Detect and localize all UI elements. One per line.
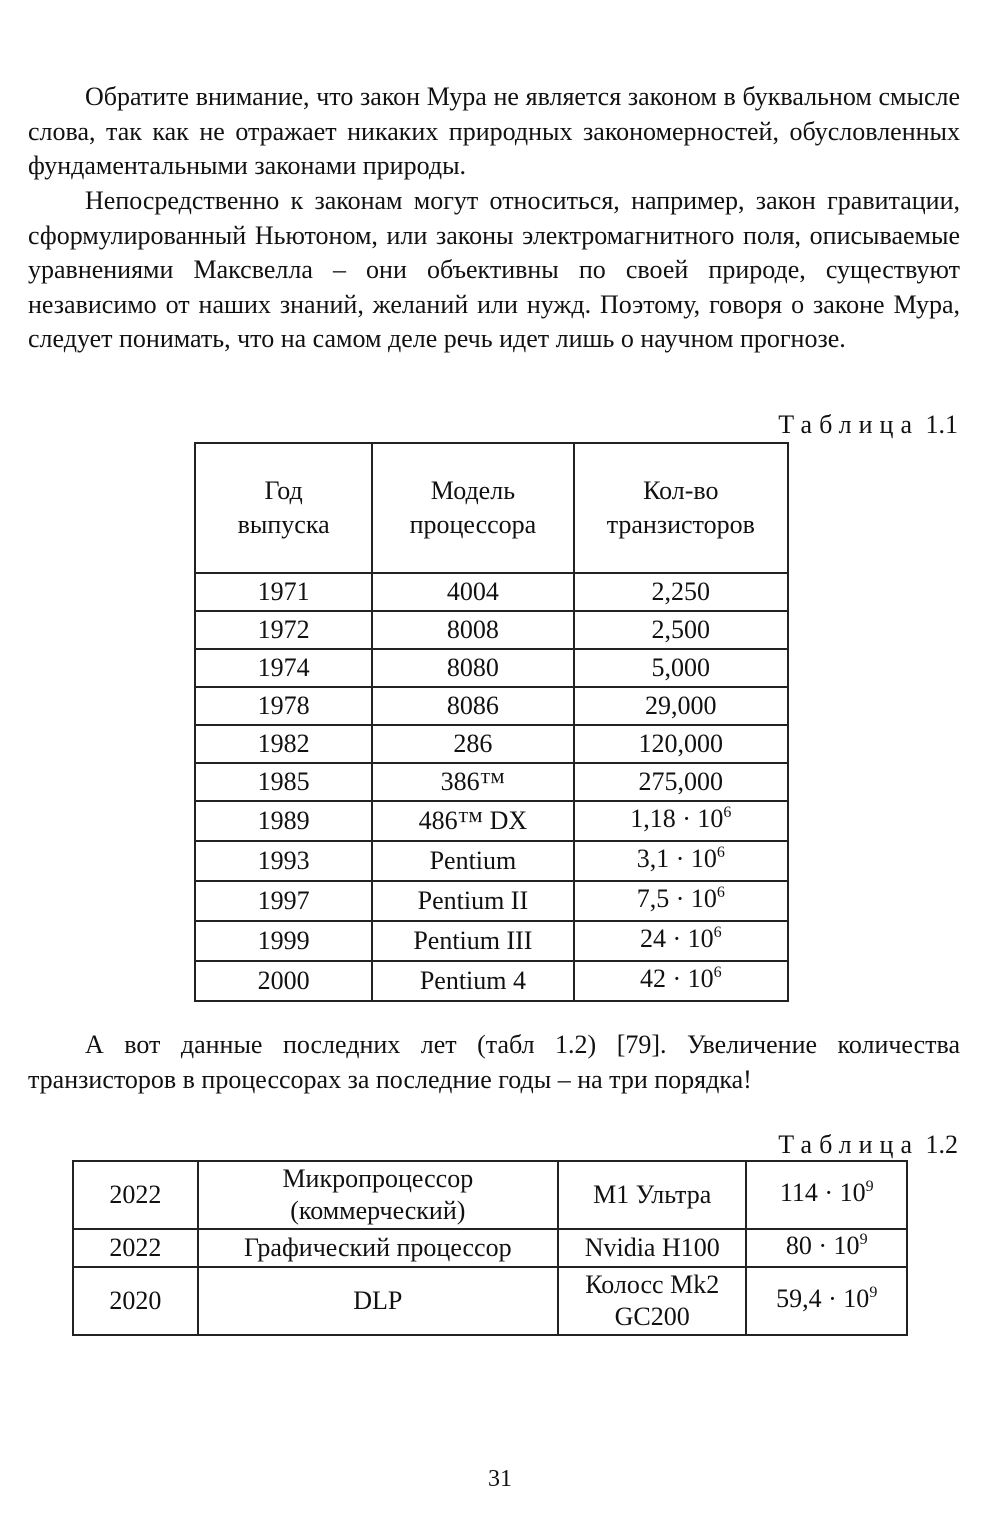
- table-row: [73, 1229, 907, 1267]
- cell-year: 1989: [195, 801, 372, 841]
- table-row: [195, 841, 788, 881]
- cell-model: Nvidia H100: [558, 1229, 747, 1267]
- cell-year: 2000: [195, 961, 372, 1001]
- table-row: [195, 725, 788, 763]
- cell-year: 1999: [195, 921, 372, 961]
- cell-model: Pentium 4: [372, 961, 573, 1001]
- table-row: [195, 961, 788, 1001]
- cell-count: $59,4 \cdot 10^9$: [746, 1267, 907, 1335]
- cell-count: $1,18 \cdot 10^6$: [574, 801, 788, 841]
- cell-model: 8008: [372, 611, 573, 649]
- cell-count: 120,000: [574, 725, 788, 763]
- cell-count: 5,000: [574, 649, 788, 687]
- cell-model: Колосс Mk2 GC200: [558, 1267, 747, 1335]
- paragraph-physical-laws: Непосредственно к законам могут относиться, например, закон гравитации, сформулированный Ньютоном, или законы электромагнитного поля, описываемые уравнениями Максвелла – они объективны по своей природе, существуют независимо от наших знаний, желаний или нужд. Поэтому, говоря о законе Мура, следует понимать, что на самом деле речь идет лишь о научном прогнозе.: [28, 186, 960, 353]
- cell-count: 29,000: [574, 687, 788, 725]
- table-row: [195, 687, 788, 725]
- page-number: 31: [488, 1466, 512, 1492]
- cell-year: 1982: [195, 725, 372, 763]
- cell-count: 275,000: [574, 763, 788, 801]
- cell-model: M1 Ультра: [558, 1161, 747, 1229]
- cell-year: 2022: [73, 1161, 198, 1229]
- table-1-1-caption: [778, 410, 958, 440]
- table-caption-number: 1.1: [925, 410, 958, 439]
- cell-model: 8086: [372, 687, 573, 725]
- cell-count: $114 \cdot 10^9$: [746, 1161, 907, 1229]
- table-row: [195, 921, 788, 961]
- table-row: [195, 611, 788, 649]
- cell-count: $7,5 \cdot 10^6$: [574, 881, 788, 921]
- cell-model: 8080: [372, 649, 573, 687]
- cell-type: Микропроцессор (коммерческий): [198, 1161, 558, 1229]
- table-row: [73, 1267, 907, 1335]
- cell-count: $3,1 \cdot 10^6$: [574, 841, 788, 881]
- cell-year: 1972: [195, 611, 372, 649]
- cell-year: 2022: [73, 1229, 198, 1267]
- paragraph-moore-law: Обратите внимание, что закон Мура не является законом в буквальном смысле слова, так как не отражает никаких природных закономерностей, обусловленных фундаментальными законами природы.: [28, 82, 960, 180]
- table-caption-number: 1.2: [925, 1130, 958, 1159]
- cell-model: 4004: [372, 573, 573, 611]
- cell-count: 2,250: [574, 573, 788, 611]
- cell-year: 1971: [195, 573, 372, 611]
- cell-count: $42 \cdot 10^6$: [574, 961, 788, 1001]
- header-transistor-count: Кол-во транзисторов: [574, 443, 788, 573]
- cell-year: 1985: [195, 763, 372, 801]
- table-caption-word: Таблица: [778, 1130, 919, 1159]
- table-row: [195, 763, 788, 801]
- table-1-2-caption: [778, 1130, 958, 1160]
- table-1-1: [194, 442, 789, 1002]
- cell-count: 2,500: [574, 611, 788, 649]
- cell-type: DLP: [198, 1267, 558, 1335]
- cell-model: 486™ DX: [372, 801, 573, 841]
- cell-model: Pentium: [372, 841, 573, 881]
- cell-year: 1974: [195, 649, 372, 687]
- cell-year: 1978: [195, 687, 372, 725]
- cell-type: Графический процессор: [198, 1229, 558, 1267]
- cell-model: Pentium III: [372, 921, 573, 961]
- cell-year: 1993: [195, 841, 372, 881]
- cell-count: $80 \cdot 10^9$: [746, 1229, 907, 1267]
- cell-count: $24 \cdot 10^6$: [574, 921, 788, 961]
- table-row: [195, 881, 788, 921]
- table-row: [73, 1161, 907, 1229]
- table-caption-word: Таблица: [778, 410, 919, 439]
- table-header-row: [195, 443, 788, 573]
- header-model: Модель процессора: [372, 443, 573, 573]
- table-row: [195, 573, 788, 611]
- cell-year: 1997: [195, 881, 372, 921]
- cell-model: Pentium II: [372, 881, 573, 921]
- cell-model: 386™: [372, 763, 573, 801]
- cell-model: 286: [372, 725, 573, 763]
- header-year: Год выпуска: [195, 443, 372, 573]
- table-row: [195, 649, 788, 687]
- table-1-2: [72, 1160, 908, 1336]
- paragraph-recent-data: А вот данные последних лет (табл 1.2) [79]. Увеличение количества транзисторов в процессорах за последние годы – на три порядка!: [28, 1030, 960, 1094]
- table-row: [195, 801, 788, 841]
- cell-year: 2020: [73, 1267, 198, 1335]
